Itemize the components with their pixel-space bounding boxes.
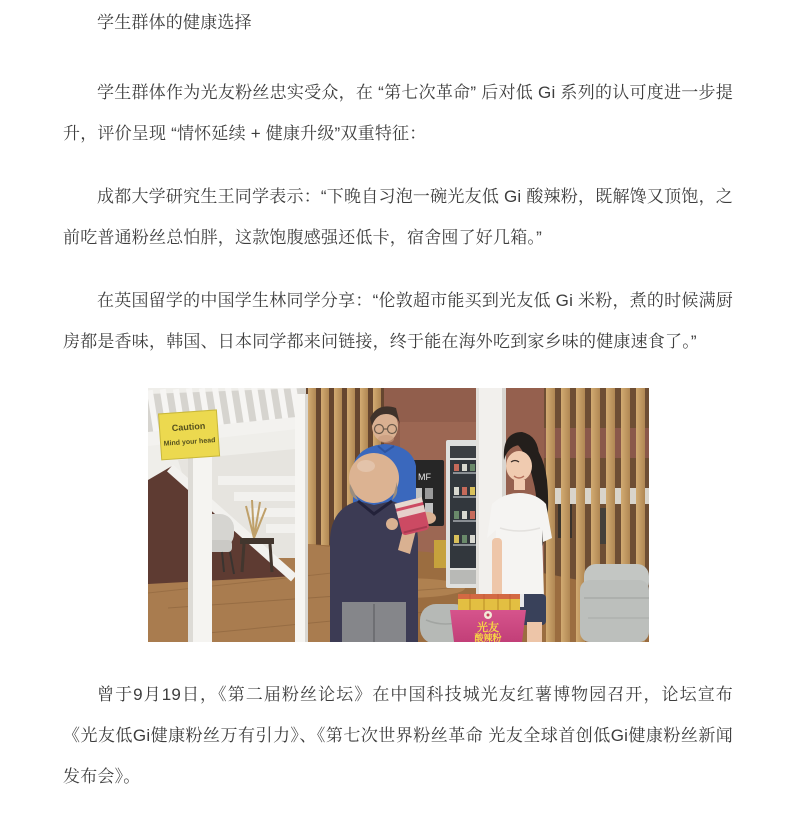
sofa [580,564,649,642]
section-heading: 学生群体的健康选择 [97,13,252,32]
gift-bag-brand: 光友 [476,622,499,634]
paragraph-forum: 曾于9月19日，《第二届粉丝论坛》在中国科技城光友红薯博物园召开，论坛宣布《光友低Gi健康粉丝万有引力》、《第七次世界粉丝革命 光友全球首创低Gi健康粉丝新闻发布会》。 [63,685,733,786]
paragraph-student-lin: 在英国留学的中国学生林同学分享：“伦敦超市能买到光友低 Gi 米粉，煮的时候满厨房都是香味，韩国、日本同学都来问链接，终于能在海外吃到家乡味的健康速食了。” [63,291,733,351]
paragraph-intro: 学生群体作为光友粉丝忠实受众，在 “第七次革命” 后对低 Gi 系列的认可度进一步提升，评价呈现 “情怀延续 + 健康升级”双重特征： [63,83,733,143]
gift-bag [450,594,526,642]
caution-sign-line1: Caution [170,420,206,434]
article-photo [148,388,649,642]
menu-board-label: MF [417,472,431,482]
gift-bag-product: 酸辣粉 [473,633,502,642]
caution-sign [158,410,219,460]
caution-sign-line2: Mind your head [163,437,216,448]
paragraph-student-wang: 成都大学研究生王同学表示：“下晚自习泡一碗光友低 Gi 酸辣粉，既解馋又顶饱，之前吃普通粉丝总怕胖，这款饱腹感强还低卡，宿舍囤了好几箱。” [63,187,733,247]
